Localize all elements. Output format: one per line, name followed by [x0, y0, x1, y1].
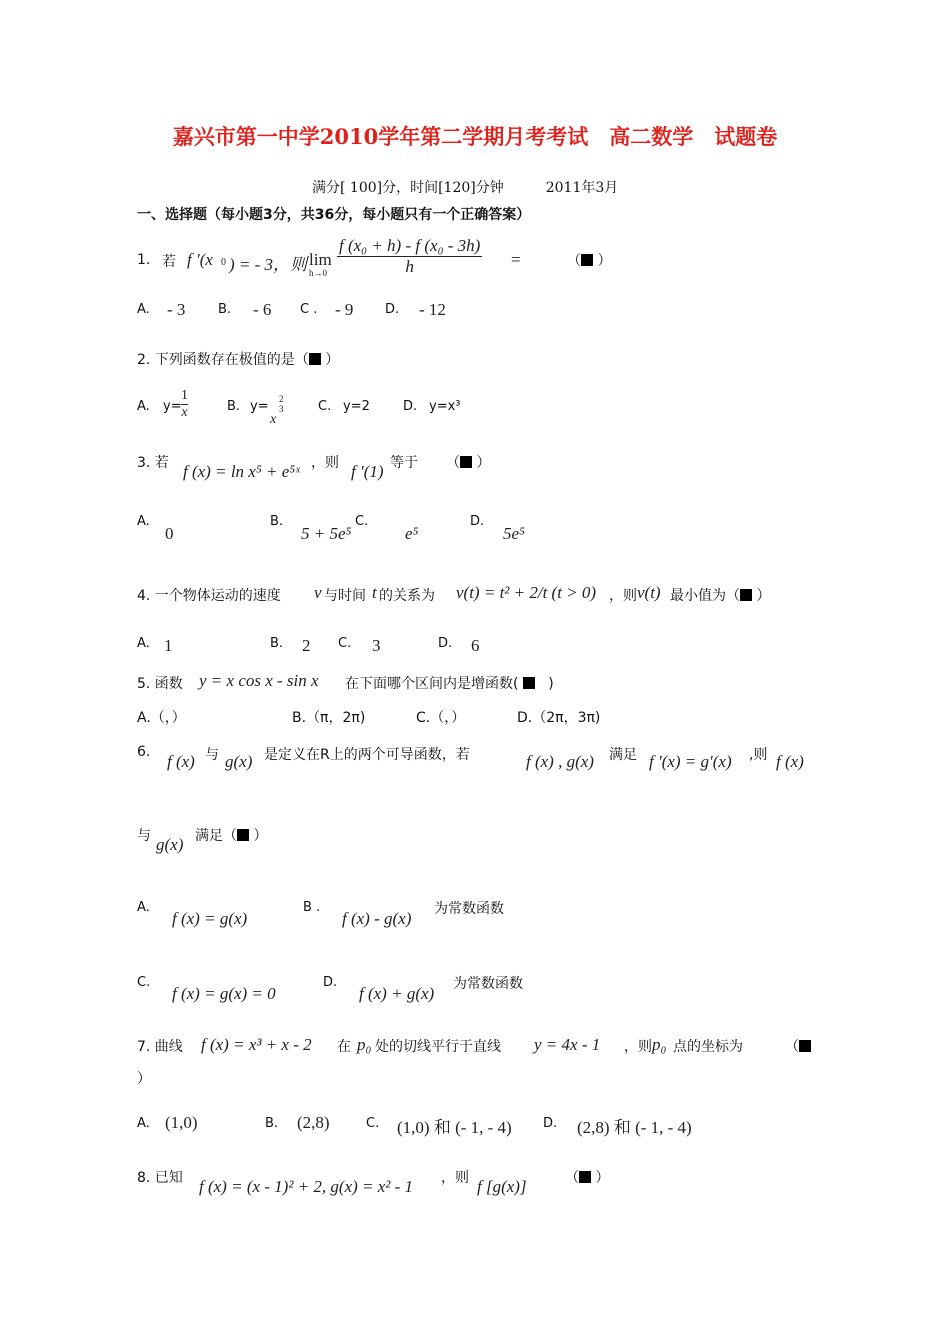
question-lead: 8. 已知 [137, 1170, 183, 1186]
option-value: (1,0) [165, 1113, 198, 1132]
question-connector: 与 [205, 747, 219, 763]
velocity-function: v(t) [637, 583, 661, 602]
option-value: (1,0) 和 (- 1, - 4) [397, 1118, 512, 1137]
option-label: A. [137, 399, 150, 414]
question-3 [137, 450, 637, 490]
question-connector: 与 [137, 828, 151, 844]
question-connector: ，则 [441, 1170, 469, 1186]
question-tail: 点的坐标为 [673, 1039, 743, 1055]
function-f: f (x) [167, 752, 195, 771]
option-value: (2,8) 和 (- 1, - 4) [577, 1118, 692, 1137]
option-value: 6 [471, 636, 480, 655]
option-label: D. [543, 1116, 558, 1131]
option-value: （π，2π) [306, 710, 366, 726]
answer-blank: （ [785, 1036, 811, 1056]
question-6-line2 [137, 823, 437, 863]
option-label: D. [517, 710, 533, 726]
question-lead: 若 [162, 254, 176, 270]
fraction-denominator: h [405, 257, 414, 276]
option-base: x [270, 412, 277, 427]
option-value: (2,8) [297, 1113, 330, 1132]
question-tail: 满足（ ） [195, 828, 268, 844]
curve-expression: f (x) = x³ + x - 2 [201, 1035, 312, 1054]
option-exponent: 2 3 [279, 394, 284, 414]
answer-square-icon [581, 254, 593, 266]
question-lead: 5. 函数 [137, 676, 183, 692]
option-label: C. [416, 710, 431, 726]
question-4-options [137, 634, 537, 660]
derivative-expression: f ′(x [187, 250, 213, 269]
option-value: 2 [302, 636, 311, 655]
function-expression: y = x cos x - sin x [199, 671, 319, 690]
answer-blank: （ ） [565, 1170, 610, 1186]
question-5 [137, 671, 637, 695]
function-expression: f (x) = (x - 1)² + 2, g(x) = x² - 1 [199, 1177, 414, 1196]
option-value: 5 + 5e⁵ [301, 524, 352, 543]
option-label: D. [403, 399, 418, 414]
option-prefix: y= [163, 399, 182, 414]
option-label: C. [318, 399, 332, 414]
answer-square-icon [309, 353, 321, 365]
line-expression: y = 4x - 1 [534, 1035, 601, 1054]
option-label: D. [385, 302, 400, 317]
option-label: B. [270, 636, 284, 651]
question-lead: 4. 一个物体运动的速度 [137, 588, 281, 604]
question-8 [137, 1165, 637, 1205]
question-text: 2. 下列函数存在极值的是（ [137, 352, 309, 368]
question-connector: 的关系为 [379, 588, 435, 604]
option-label: D. [438, 636, 453, 651]
option-value: f (x) = g(x) [172, 909, 248, 928]
derivative-expression: f ′(1) [351, 462, 384, 481]
option-label: A. [137, 900, 150, 915]
answer-square-icon [523, 677, 535, 689]
option-label: C . [300, 302, 318, 317]
question-4 [137, 573, 817, 619]
section-heading: 一、选择题（每小题3分，共36分，每小题只有一个正确答案） [137, 207, 531, 223]
option-label: D. [470, 514, 485, 529]
question-6 [137, 742, 827, 782]
question-tail: 最小值为（ ） [670, 588, 771, 604]
option-label: A. [137, 636, 150, 651]
equals-sign: = [511, 250, 521, 269]
question-connector: ,则 [749, 747, 768, 763]
option-value: 3 [372, 636, 381, 655]
subscript-zero: 0 [221, 257, 226, 268]
question-3-options [137, 512, 587, 546]
option-label: A. [137, 302, 150, 317]
velocity-symbol: v [314, 583, 322, 602]
option-value: - 9 [335, 300, 354, 319]
option-value: 5e⁵ [503, 524, 525, 543]
question-connector: ，则 [311, 455, 339, 471]
option-label: C. [355, 514, 369, 529]
option-value: - 6 [253, 300, 272, 319]
question-connector: ，则 [609, 588, 637, 604]
velocity-expression: v(t) = t² + 2/t (t > 0) [456, 583, 597, 602]
question-7 [137, 1034, 817, 1058]
function-pair: f (x) , g(x) [526, 752, 594, 771]
option-label: B. [227, 399, 241, 414]
question-number: 6. [137, 744, 151, 760]
question-lead: 7. 曲线 [137, 1039, 183, 1055]
question-number: 1. [137, 252, 151, 268]
condition-expression: f ′(x) = g′(x) [649, 752, 732, 771]
option-value: - 3 [167, 300, 186, 319]
question-lead: 3. 若 [137, 455, 169, 471]
answer-square-icon [237, 829, 249, 841]
function-g: g(x) [156, 835, 184, 854]
exam-info: 满分[ 100]分，时间[120]分钟 2011年3月 [312, 180, 619, 196]
option-label: B. [270, 514, 284, 529]
option-suffix: 为常数函数 [453, 976, 523, 992]
option-value: （，） [430, 710, 466, 726]
question-2-options [137, 388, 537, 433]
option-value: f (x) = g(x) = 0 [172, 984, 276, 1003]
option-label: D. [323, 975, 338, 990]
option-value: f (x) + g(x) [359, 984, 435, 1003]
question-text: 是定义在R上的两个可导函数，若 [264, 747, 470, 763]
point-symbol: p₀ [357, 1035, 372, 1054]
fraction [337, 236, 482, 277]
question-connector: 满足 [609, 747, 637, 763]
option-value: y=2 [343, 399, 370, 414]
option-label: B . [303, 900, 321, 915]
question-6-options-ab [137, 898, 587, 934]
option-value: f (x) - g(x) [342, 909, 412, 928]
answer-blank: （ ） [567, 253, 612, 269]
function-f: f (x) [776, 752, 804, 771]
time-symbol: t [372, 583, 377, 602]
function-g: g(x) [225, 752, 253, 771]
option-label: A. [137, 710, 151, 726]
answer-square-icon [460, 456, 472, 468]
option-label: C. [366, 1116, 380, 1131]
option-value: 0 [165, 524, 174, 543]
question-7-options [137, 1113, 737, 1137]
option-value: e⁵ [405, 524, 419, 543]
option-prefix: y= [250, 399, 269, 414]
limit-subscript: h→0 [309, 268, 327, 278]
answer-square-icon [579, 1171, 591, 1183]
option-value: 1 [164, 636, 173, 655]
composite-expression: f [g(x)] [477, 1177, 527, 1196]
answer-blank: （ ） [446, 455, 491, 471]
question-tail: 等于 [390, 455, 418, 471]
page-title: 嘉兴市第一中学2010学年第二学期月考考试 高二数学 试题卷 [172, 124, 778, 149]
question-text: 处的切线平行于直线 [375, 1039, 501, 1055]
function-expression: f (x) = ln x⁵ + e⁵ˣ [183, 462, 300, 481]
option-fraction: 1 x [181, 388, 188, 420]
question-connector: 在 [337, 1039, 351, 1055]
question-tail: 在下面哪个区间内是增函数( ) [345, 676, 554, 692]
answer-paren-close: ） [137, 1071, 151, 1087]
option-value: （2π，3π) [532, 710, 601, 726]
fraction-numerator: f (x₀ + h) - f (x₀ - 3h) [339, 236, 481, 255]
answer-square-icon [799, 1040, 811, 1052]
question-5-options [137, 707, 637, 729]
option-label: C. [338, 636, 352, 651]
question-connector: 与时间 [324, 588, 366, 604]
option-label: B. [218, 302, 232, 317]
option-value: y=x³ [429, 399, 461, 414]
option-label: A. [137, 514, 150, 529]
option-label: A. [137, 1116, 150, 1131]
answer-square-icon [740, 589, 752, 601]
option-label: B. [292, 710, 307, 726]
option-label: B. [265, 1116, 279, 1131]
question-connector: ，则 [624, 1039, 652, 1055]
limit-symbol: lim [309, 250, 332, 269]
option-label: C. [137, 975, 151, 990]
option-value: - 12 [419, 300, 446, 319]
option-suffix: 为常数函数 [434, 901, 504, 917]
option-value: （，） [150, 710, 186, 726]
question-6-options-cd [137, 973, 587, 1009]
point-symbol: p₀ [652, 1035, 667, 1054]
question-2: 2. 下列函数存在极值的是（ ） [137, 352, 340, 368]
equals-text: ) = - 3，则 [229, 255, 308, 274]
